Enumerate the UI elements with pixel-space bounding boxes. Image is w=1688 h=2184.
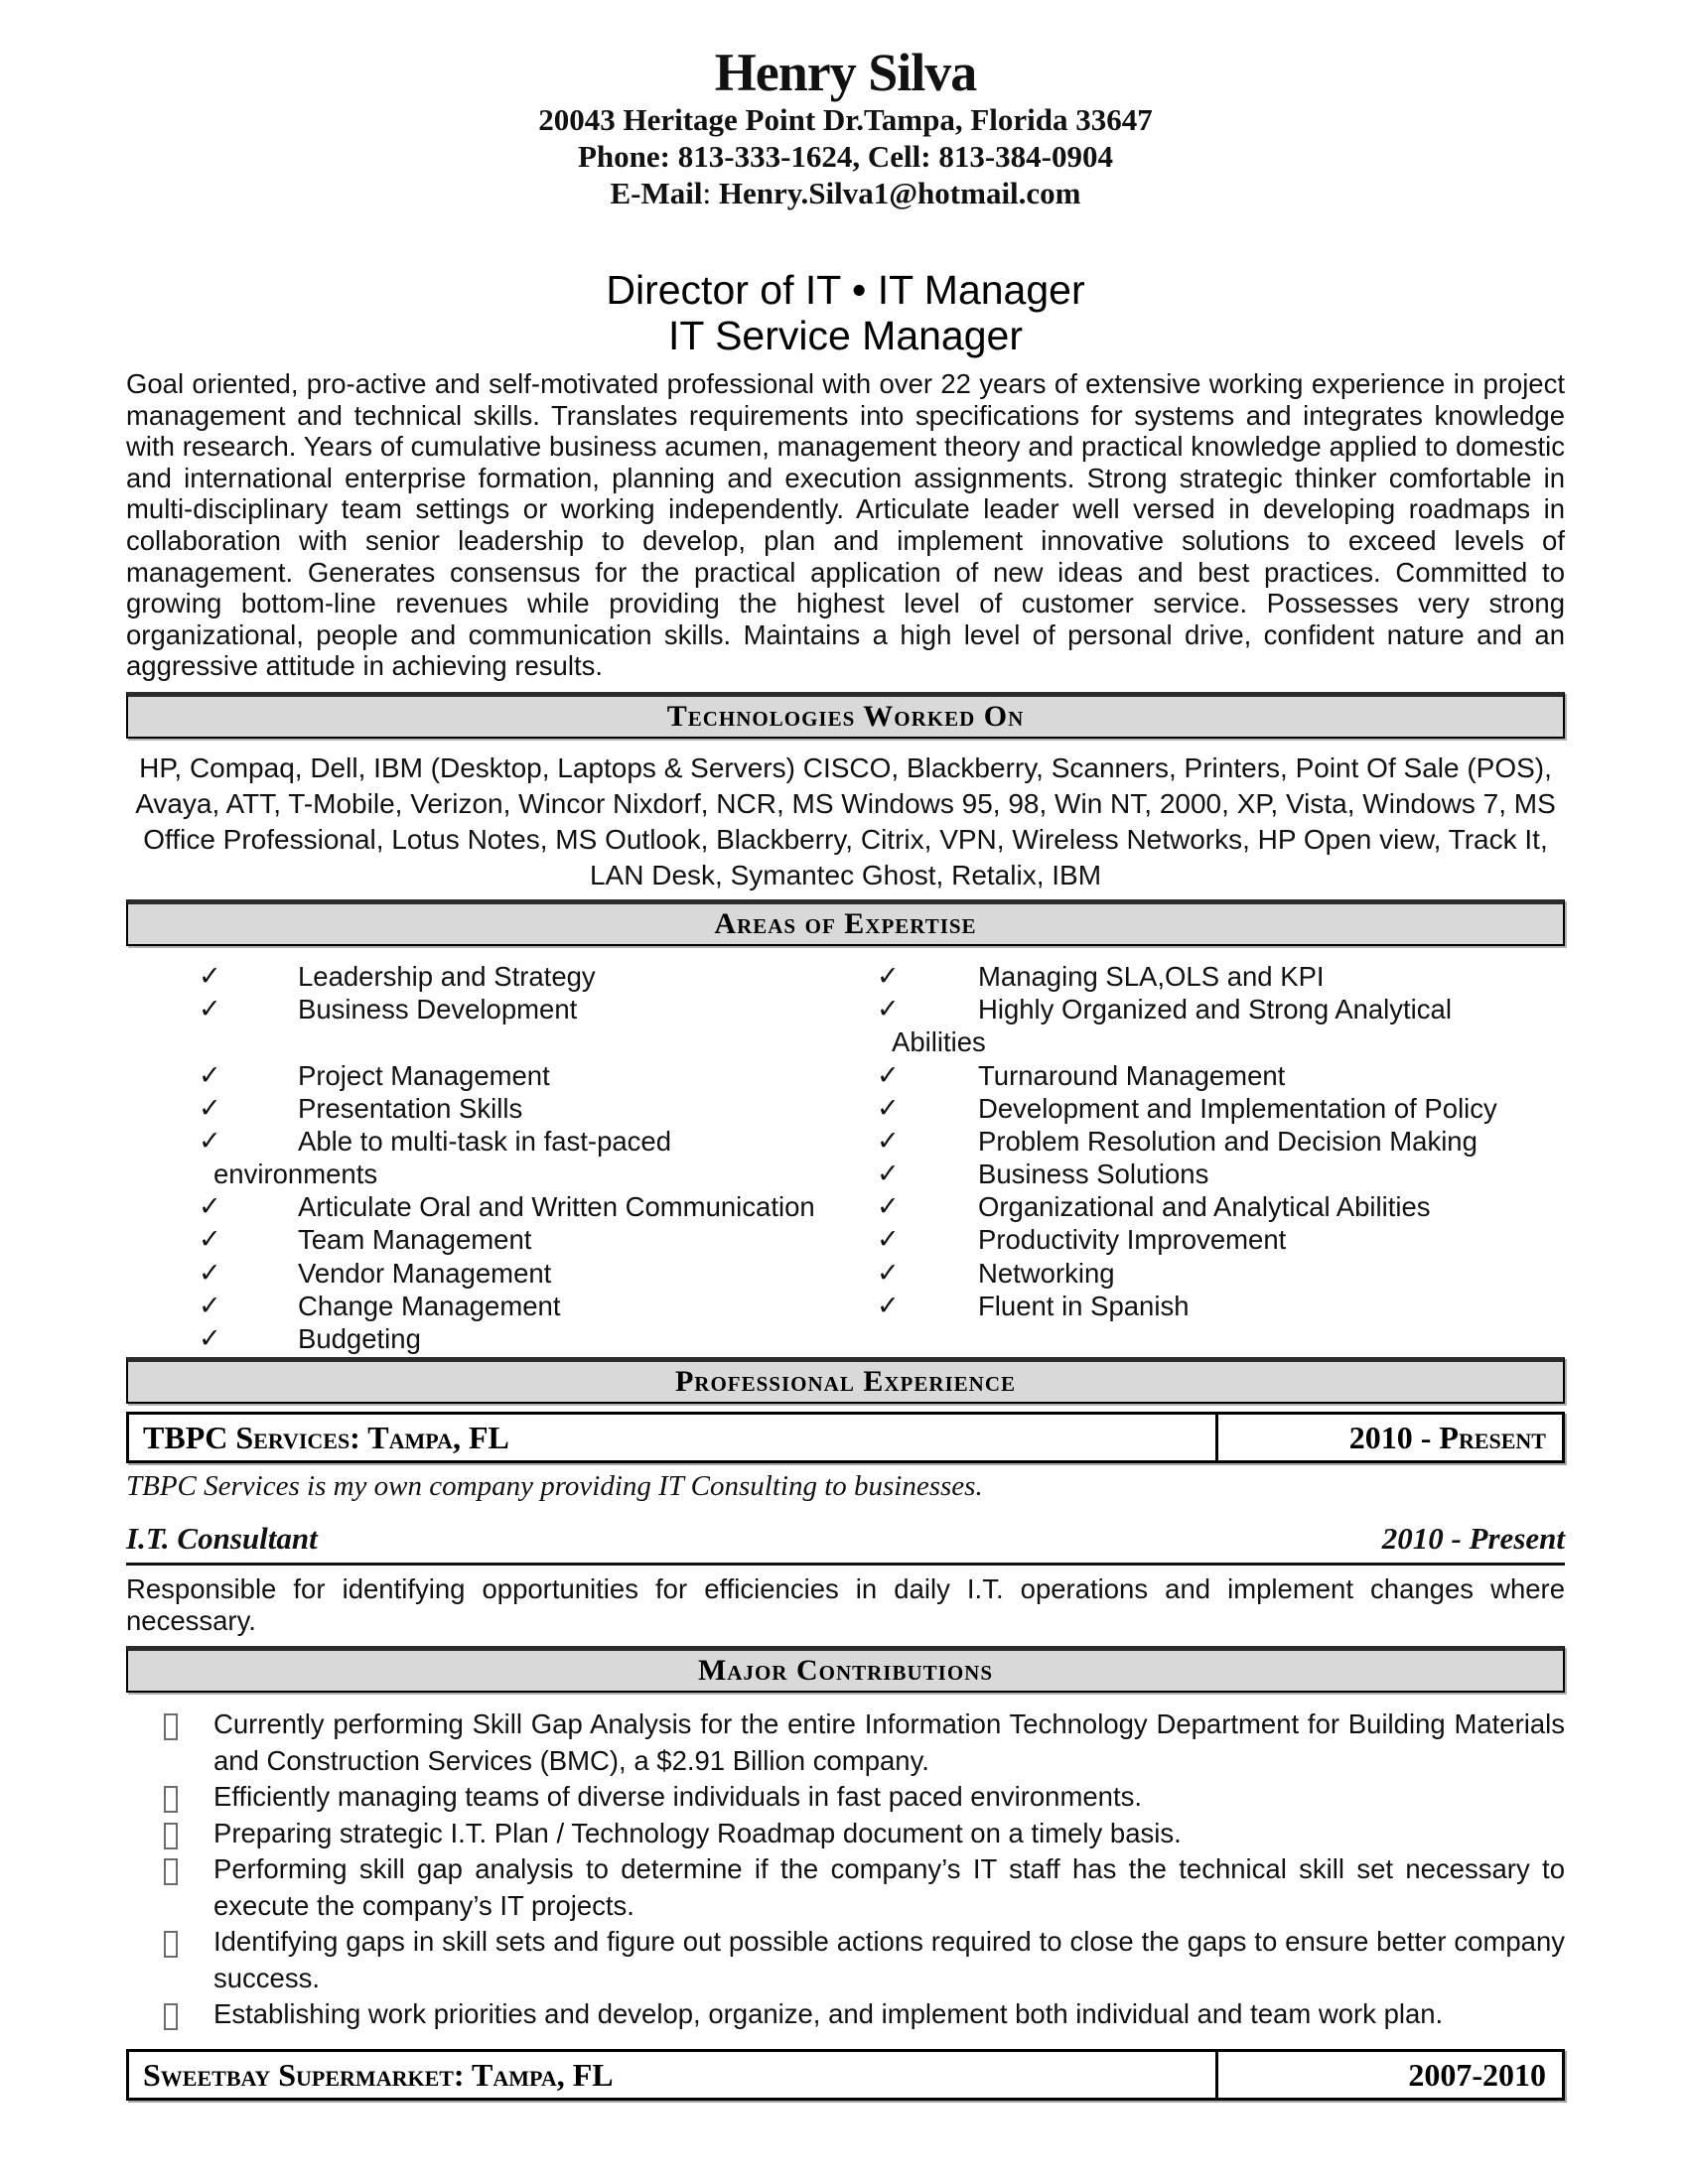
expertise-label: Highly Organized and Strong Analytical — [978, 994, 1452, 1025]
expertise-label: Leadership and Strategy — [298, 960, 596, 992]
expertise-label: Fluent in Spanish — [978, 1290, 1190, 1321]
expertise-label: Team Management — [298, 1224, 532, 1256]
checkmark-icon: ✓ — [877, 1224, 900, 1256]
contribution-text: Identifying gaps in skill sets and figure out possible actions required to close the gaps to ensure better company success. — [213, 1926, 1565, 1993]
major-contributions-list — [126, 1706, 1565, 2033]
expertise-row — [877, 1190, 1565, 1223]
company-header-sweetbay — [126, 2049, 1565, 2101]
checkmark-icon: ✓ — [199, 1257, 221, 1289]
contribution-item — [126, 1706, 1565, 1779]
bullet-box-icon — [164, 1858, 178, 1885]
contribution-text: Currently performing Skill Gap Analysis for the entire Information Technology Department for Building Materials and Construction Services (BMC), a $2.91 Billion company. — [213, 1708, 1565, 1776]
expertise-row — [126, 1092, 877, 1125]
expertise-row — [877, 1059, 1565, 1092]
email-line — [126, 175, 1565, 211]
job-title-row — [126, 1521, 1565, 1566]
bullet-box-icon — [164, 2003, 178, 2030]
expertise-row — [126, 1322, 877, 1355]
expertise-row — [877, 1223, 1565, 1256]
headline-titles — [126, 267, 1565, 358]
email-address: Henry.Silva1@hotmail.com — [718, 176, 1081, 210]
checkmark-icon: ✓ — [877, 1059, 900, 1091]
expertise-label: Articulate Oral and Written Communication — [298, 1191, 815, 1223]
expertise-row — [877, 1257, 1565, 1290]
expertise-label: Business Development — [298, 994, 578, 1025]
bullet-box-icon — [164, 1931, 178, 1958]
section-heading-label: Technologies Worked On — [666, 699, 1025, 733]
section-heading-label: Professional Experience — [674, 1365, 1017, 1399]
checkmark-icon: ✓ — [877, 1191, 900, 1223]
expertise-label: Productivity Improvement — [978, 1224, 1287, 1256]
expertise-label: Turnaround Management — [978, 1059, 1286, 1091]
technologies-list: HP, Compaq, Dell, IBM (Desktop, Laptops & Servers) CISCO, Blackberry, Scanners, Printers, Point Of Sale (POS), Avaya, ATT, T-Mobile, Verizon, Wincor Nixdorf, NCR, MS Windows 95, 98, Win NT, 2000, XP, Vista, Windows 7, MS Office Professional, Lotus Notes, MS Outlook, Blackberry, Citrix, VPN, Wireless Networks, HP Open view, Track It, LAN Desk, Symantec Ghost, Retalix, IBM — [135, 751, 1556, 890]
expertise-label: Change Management — [298, 1290, 561, 1321]
expertise-row — [126, 1223, 877, 1256]
expertise-row-wrap — [877, 1025, 1565, 1058]
expertise-label: Abilities — [892, 1026, 986, 1058]
checkmark-icon: ✓ — [199, 1323, 221, 1354]
expertise-row — [126, 960, 877, 993]
expertise-label: Budgeting — [298, 1323, 421, 1354]
checkmark-icon: ✓ — [877, 994, 900, 1025]
checkmark-icon: ✓ — [877, 960, 900, 992]
checkmark-icon: ✓ — [877, 1290, 900, 1321]
section-heading-label: Major Contributions — [697, 1654, 994, 1688]
expertise-row — [126, 1257, 877, 1290]
expertise-row — [877, 993, 1565, 1025]
expertise-label: Managing SLA,OLS and KPI — [978, 960, 1325, 992]
checkmark-icon: ✓ — [199, 1191, 221, 1223]
email-label: E-Mail — [610, 176, 703, 210]
expertise-label: Able to multi-task in fast-paced — [298, 1125, 672, 1157]
expertise-row — [877, 1290, 1565, 1322]
bullet-box-icon — [164, 1786, 178, 1813]
contribution-item — [126, 1851, 1565, 1924]
job-title: I.T. Consultant — [126, 1521, 318, 1557]
summary-paragraph: Goal oriented, pro-active and self-motivated professional with over 22 years of extensive working experience in project management and technical skills. Translates requirements into specifications for systems and integrates knowledge with research. Years of cumulative business acumen, management theory and practical knowledge applied to domestic and international enterprise formation, planning and execution assignments. Strong strategic thinker comfortable in multi-disciplinary team settings or working independently. Articulate leader well versed in developing roadmaps in collaboration with senior leadership to develop, plan and implement innovative solutions to exceed levels of management. Generates consensus for the practical application of new ideas and best practices. Committed to growing bottom-line revenues while providing the highest level of customer service. Possesses very strong organizational, people and communication skills. Maintains a high level of personal drive, confident nature and an aggressive attitude in achieving results. — [126, 368, 1565, 682]
checkmark-icon: ✓ — [199, 960, 221, 992]
checkmark-icon: ✓ — [199, 1224, 221, 1256]
section-heading-major-contributions — [126, 1646, 1565, 1693]
company-description: TBPC Services is my own company providing IT Consulting to businesses. — [126, 1470, 983, 1503]
expertise-label: Networking — [978, 1257, 1115, 1289]
expertise-column-left — [126, 960, 877, 1355]
expertise-label: Business Solutions — [978, 1159, 1209, 1190]
contribution-item — [126, 1816, 1565, 1852]
expertise-row — [877, 1158, 1565, 1190]
bullet-box-icon — [164, 1823, 178, 1849]
company-dates: 2010 - Present — [1348, 1420, 1546, 1456]
expertise-row — [877, 960, 1565, 993]
expertise-row — [126, 1290, 877, 1322]
section-heading-label: Areas of Expertise — [714, 906, 977, 940]
expertise-row — [126, 1059, 877, 1092]
contribution-text: Efficiently managing teams of diverse individuals in fast paced environments. — [213, 1781, 1142, 1813]
contribution-item — [126, 1924, 1565, 1996]
checkmark-icon: ✓ — [199, 1125, 221, 1157]
expertise-row — [877, 1125, 1565, 1158]
checkmark-icon: ✓ — [199, 1092, 221, 1124]
section-heading-areas-of-expertise — [126, 899, 1565, 946]
contribution-text: Preparing strategic I.T. Plan / Technology Roadmap document on a timely basis. — [213, 1817, 1182, 1848]
headline-title-1: Director of IT • IT Manager — [606, 267, 1085, 313]
company-name: Sweetbay Supermarket: Tampa, FL — [129, 2052, 1218, 2098]
expertise-row — [126, 993, 877, 1025]
job-summary: Responsible for identifying opportunities for efficiencies in daily I.T. operations and implement changes where necessary. — [126, 1573, 1565, 1636]
section-heading-technologies — [126, 692, 1565, 739]
contribution-text: Performing skill gap analysis to determine if the company’s IT staff has the technical skill set necessary to execute the company’s IT projects. — [213, 1853, 1565, 1921]
checkmark-icon: ✓ — [199, 1059, 221, 1091]
expertise-row — [126, 1125, 877, 1158]
expertise-column-right — [877, 960, 1565, 1355]
email-separator: : — [702, 176, 719, 210]
expertise-row-blank — [126, 1025, 877, 1058]
expertise-label: environments — [213, 1159, 378, 1190]
headline-title-2: IT Service Manager — [667, 313, 1023, 358]
checkmark-icon: ✓ — [877, 1159, 900, 1190]
company-name: TBPC Services: Tampa, FL — [129, 1415, 1218, 1460]
candidate-name: Henry Silva — [714, 43, 977, 102]
job-dates: 2010 - Present — [1381, 1521, 1565, 1557]
company-header-tbpc — [126, 1412, 1565, 1463]
address-line: 20043 Heritage Point Dr.Tampa, Florida 33647 — [538, 102, 1153, 137]
contribution-text: Establishing work priorities and develop, organize, and implement both individual and team work plan. — [213, 1998, 1444, 2030]
expertise-label: Problem Resolution and Decision Making — [978, 1125, 1477, 1157]
company-dates: 2007-2010 — [1408, 2056, 1546, 2093]
expertise-row — [877, 1092, 1565, 1125]
checkmark-icon: ✓ — [199, 1290, 221, 1321]
phone-line: Phone: 813-333-1624, Cell: 813-384-0904 — [578, 139, 1113, 174]
contribution-item — [126, 1779, 1565, 1816]
checkmark-icon: ✓ — [877, 1125, 900, 1157]
expertise-label: Organizational and Analytical Abilities — [978, 1191, 1431, 1223]
expertise-row — [126, 1190, 877, 1223]
expertise-label: Development and Implementation of Policy — [978, 1092, 1497, 1124]
section-heading-professional-experience — [126, 1357, 1565, 1404]
checkmark-icon: ✓ — [877, 1092, 900, 1124]
bullet-box-icon — [164, 1713, 178, 1740]
checkmark-icon: ✓ — [199, 994, 221, 1025]
expertise-label: Presentation Skills — [298, 1092, 523, 1124]
expertise-label: Vendor Management — [298, 1257, 552, 1289]
expertise-label: Project Management — [298, 1059, 550, 1091]
expertise-row-wrap — [126, 1158, 877, 1190]
areas-of-expertise — [126, 960, 1565, 1355]
contribution-item — [126, 1996, 1565, 2033]
checkmark-icon: ✓ — [877, 1257, 900, 1289]
